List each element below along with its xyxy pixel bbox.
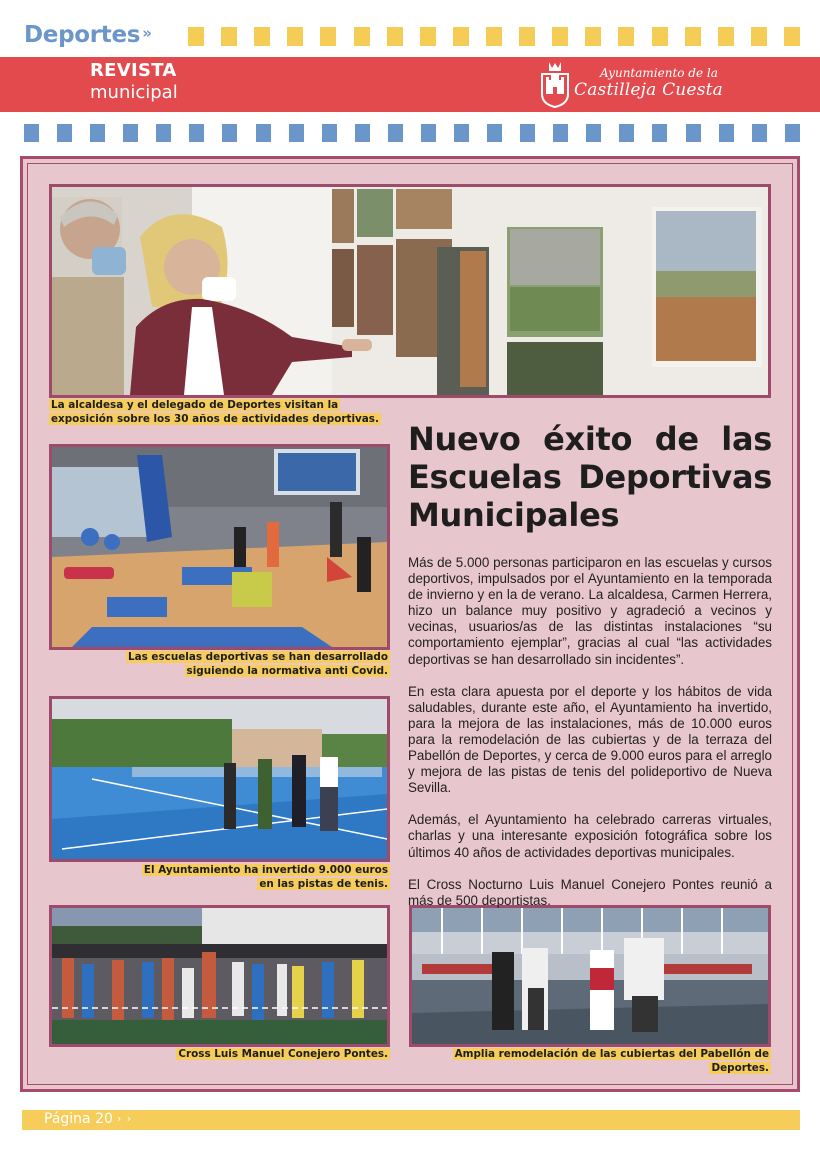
article-headline: Nuevo éxito de las Escuelas Deportivas Municipales xyxy=(408,420,772,534)
page-number: Página 20 › › xyxy=(44,1111,133,1127)
caption-pavilion: Amplia remodelación de las cubiertas del Pabellón de Deportes. xyxy=(454,1048,769,1074)
decorative-blue-squares xyxy=(24,124,800,144)
town-hall-logo xyxy=(540,60,740,110)
article-body xyxy=(408,555,772,925)
decorative-yellow-squares xyxy=(188,27,800,47)
logo-text-line2: Castilleja Cuesta xyxy=(574,80,723,100)
section-title: Deportes » xyxy=(24,22,152,48)
section-arrow: » xyxy=(142,24,152,42)
photo-sports-schools xyxy=(49,444,390,650)
magazine-title xyxy=(90,62,178,102)
magazine-title-line2: municipal xyxy=(90,82,178,103)
photo-cross-race xyxy=(49,905,390,1047)
caption-tennis: El Ayuntamiento ha invertido 9.000 euros en las pistas de tenis. xyxy=(143,864,388,890)
photo-pavilion xyxy=(409,905,771,1047)
photo-exhibition xyxy=(49,184,771,398)
article-paragraph: En esta clara apuesta por el deporte y los hábitos de vida saludables, durante este año, el Ayuntamiento ha invertido, para la mejora de las instalaciones, más de 10.000 euros para la remodelación de las cubiertas y de la terraza del Pabellón de Deportes, y cerca de 9.000 euros para el arreglo y mejora de las pistas de tenis del polideportivo de Nueva Sevilla. xyxy=(408,683,772,796)
footer-band xyxy=(22,1110,800,1130)
article-paragraph: Además, el Ayuntamiento ha celebrado carreras virtuales, charlas y una interesante exposición fotográfica sobre los últimos 40 años de actividades deportivas municipales. xyxy=(408,812,772,860)
caption-cross: Cross Luis Manuel Conejero Pontes. xyxy=(178,1048,388,1060)
logo-text-line1: Ayuntamiento de la xyxy=(600,66,718,80)
article-paragraph: El Cross Nocturno Luis Manuel Conejero Pontes reunió a más de 500 deportistas. xyxy=(408,876,772,908)
caption-exhibition: La alcaldesa y el delegado de Deportes visitan la exposición sobre los 30 años de actividades deportivas. xyxy=(51,399,379,425)
photo-tennis-courts xyxy=(49,696,390,862)
article-paragraph: Más de 5.000 personas participaron en las escuelas y cursos deportivos, impulsados por el Ayuntamiento en la temporada de invierno y en la de verano. La alcaldesa, Carmen Herrera, hizo un balance muy positivo y agradeció a vecinos y vecinas, usuarios/as de las distintas instalaciones “su comportamiento ejemplar”, gracias al cual “las actividades deportivas se han desarrollado sin incidentes”. xyxy=(408,555,772,667)
castle-crest-icon xyxy=(540,60,570,108)
caption-sports-schools: Las escuelas deportivas se han desarrollado siguiendo la normativa anti Covid. xyxy=(128,651,388,677)
page-arrows: › › xyxy=(116,1112,133,1125)
magazine-title-line1: REVISTA xyxy=(90,60,177,81)
